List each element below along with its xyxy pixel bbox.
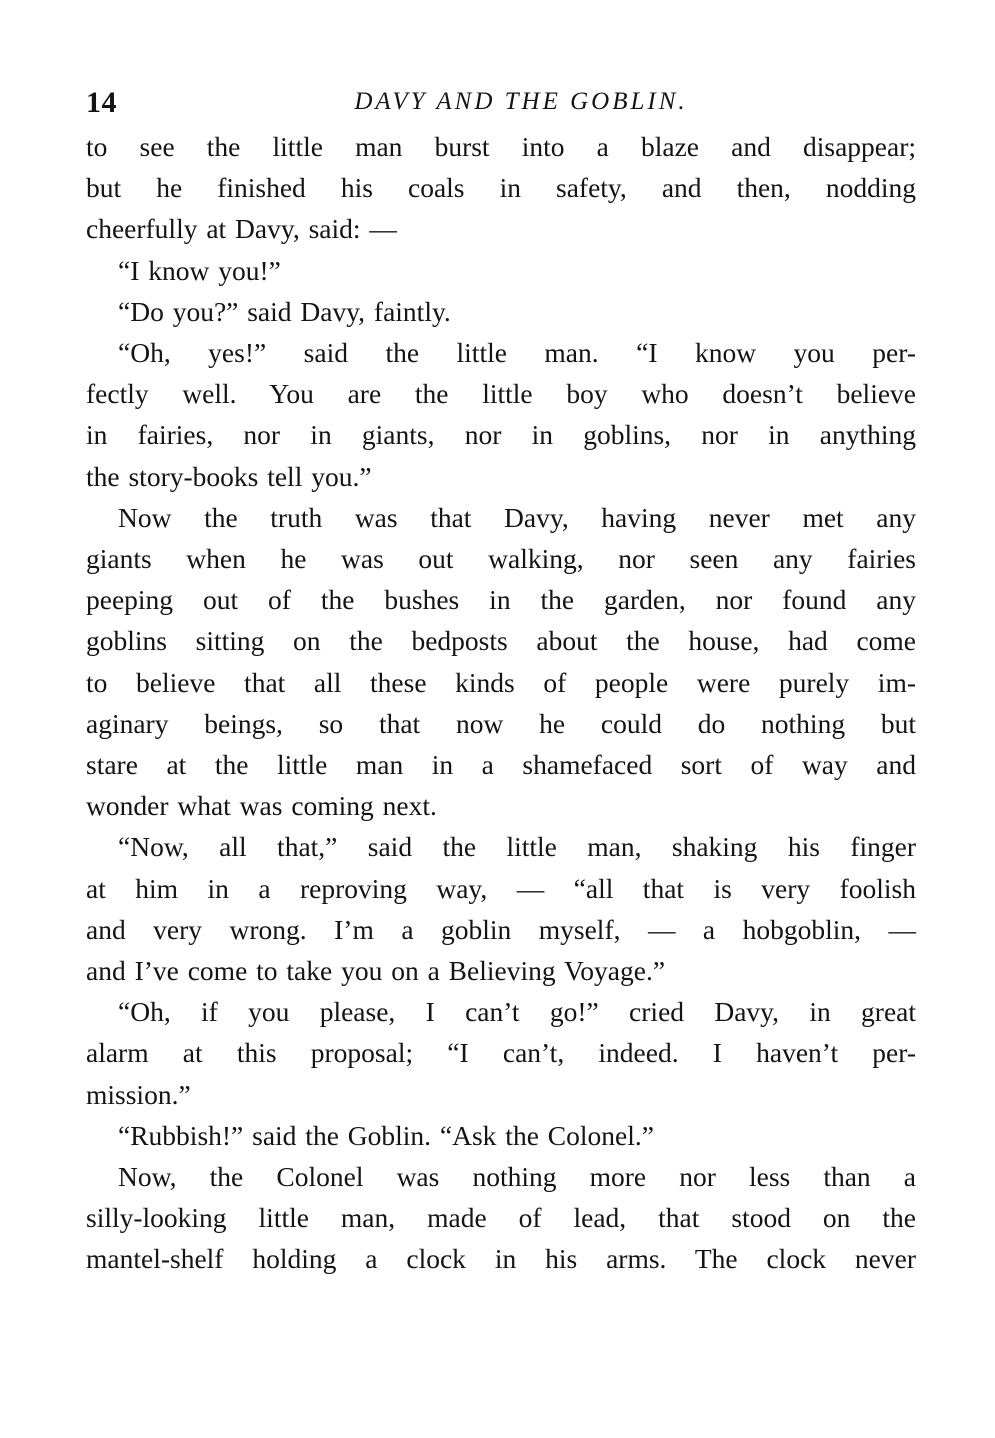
text-line: “Oh, yes!” said the little man. “I know you per- — [118, 337, 916, 369]
text-line: “Now, all that,” said the little man, shaking his finger — [118, 831, 916, 863]
text-line: cheerfully at Davy, said: — — [86, 213, 397, 245]
text-line: “I know you!” — [118, 254, 281, 286]
text-line: to believe that all these kinds of people were purely im- — [86, 666, 916, 698]
text-line: but he finished his coals in safety, and then, nodding — [86, 172, 916, 204]
text-line: to see the little man burst into a blaze and disappear; — [86, 131, 916, 162]
text-line: “Do you?” said Davy, faintly. — [118, 295, 451, 327]
running-head — [86, 80, 916, 126]
text-line: fectly well. You are the little boy who doesn’t believe — [86, 378, 916, 410]
page-number: 14 — [86, 86, 117, 119]
text-line: “Oh, if you please, I can’t go!” cried Davy, in great — [118, 996, 916, 1028]
text-line: the story-books tell you.” — [86, 460, 372, 492]
text-line: “Rubbish!” said the Goblin. “Ask the Colonel.” — [118, 1119, 654, 1151]
text-line: wonder what was coming next. — [86, 790, 437, 822]
text-line: aginary beings, so that now he could do nothing but — [86, 707, 916, 739]
text-line: alarm at this proposal; “I can’t, indeed. I haven’t per- — [86, 1037, 916, 1069]
text-line: and very wrong. I’m a goblin myself, — a hobgoblin, — — [86, 913, 916, 945]
text-line: goblins sitting on the bedposts about the house, had come — [86, 625, 916, 657]
text-line: giants when he was out walking, nor seen any fairies — [86, 543, 916, 575]
text-line: Now the truth was that Davy, having never met any — [118, 501, 916, 533]
running-title: DAVY AND THE GOBLIN. — [354, 88, 688, 115]
book-page — [86, 80, 916, 1280]
body-text — [86, 126, 916, 1280]
text-line: Now, the Colonel was nothing more nor less than a — [118, 1161, 916, 1193]
text-line: mantel-shelf holding a clock in his arms. The clock never — [86, 1243, 916, 1275]
text-line: silly-looking little man, made of lead, that stood on the — [86, 1202, 916, 1234]
text-line: peeping out of the bushes in the garden, nor found any — [86, 584, 916, 616]
text-line: stare at the little man in a shamefaced sort of way and — [86, 749, 916, 781]
text-line: at him in a reproving way, — “all that is very foolish — [86, 872, 916, 904]
text-line: mission.” — [86, 1078, 191, 1110]
text-line: in fairies, nor in giants, nor in goblins, nor in anything — [86, 419, 916, 451]
text-line: and I’ve come to take you on a Believing Voyage.” — [86, 955, 666, 987]
